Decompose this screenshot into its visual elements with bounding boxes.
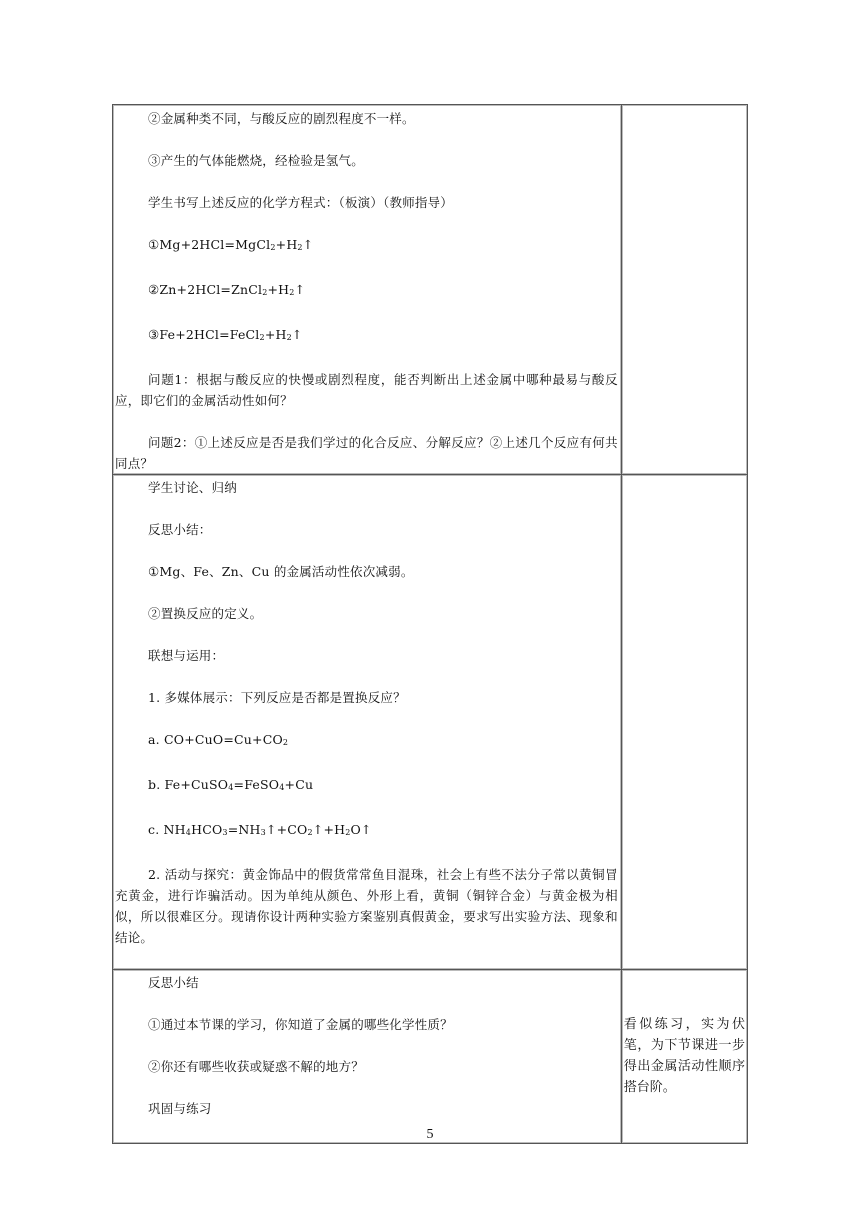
side-cell <box>621 105 747 475</box>
reflection-question: ②你还有哪些收获或疑惑不解的地方？ <box>148 1059 364 1074</box>
table-row <box>113 475 748 970</box>
page-number: 5 <box>426 1127 434 1142</box>
media-question: 1. 多媒体展示：下列反应是否都是置换反应？ <box>148 690 406 705</box>
reflection-heading: 反思小结 <box>148 975 199 990</box>
main-cell <box>113 105 622 475</box>
table-row <box>113 105 748 475</box>
practice-heading: 巩固与练习 <box>148 1101 212 1116</box>
table-row <box>113 970 748 1144</box>
observation-line: ②金属种类不同，与酸反应的剧烈程度不一样。 <box>148 111 415 126</box>
lesson-table <box>112 104 748 1144</box>
observation-line: ③产生的气体能燃烧，经检验是氢气。 <box>148 153 364 168</box>
question-2: 问题2：①上述反应是否是我们学过的化合反应、分解反应？②上述几个反应有何共同点？ <box>115 435 618 471</box>
reaction-c: c. $NH_4HCO_3=NH_3↑+CO_2↑+H_2O↑$ <box>148 822 372 837</box>
reflection-question: ①通过本节课的学习，你知道了金属的哪些化学性质？ <box>148 1017 453 1032</box>
main-cell <box>113 475 622 970</box>
reaction-b: b. Fe+CuSO$_4$=FeSO$_4$+Cu <box>148 777 314 792</box>
summary-heading: 反思小结： <box>148 522 212 537</box>
discussion-line: 学生讨论、归纳 <box>148 480 237 495</box>
reaction-a: a. $CO+CuO=Cu+CO_2$ <box>148 732 289 747</box>
design-note: 看似练习，实为伏笔，为下节课进一步得出金属活动性顺序搭台阶。 <box>623 1017 745 1095</box>
summary-line: ②置换反应的定义。 <box>148 606 263 621</box>
side-cell <box>621 970 747 1144</box>
question-1: 问题1：根据与酸反应的快慢或剧烈程度，能否判断出上述金属中哪种最易与酸反应，即它们的金属活动性如何？ <box>115 372 618 408</box>
activity-paragraph: 2. 活动与探究：黄金饰品中的假货常常鱼目混珠，社会上有些不法分子常以黄铜冒充黄金，进行诈骗活动。因为单纯从颜色、外形上看，黄铜（铜锌合金）与黄金极为相似，所以很难区分。现请你设计两种实验方案鉴别真假黄金，要求写出实验方法、现象和结论。 <box>115 867 618 945</box>
instruction-line: 学生书写上述反应的化学方程式：（板演）（教师指导） <box>148 195 454 210</box>
equation-mg: $①Mg+2HCl=MgCl_2+H_2↑$ <box>148 237 314 252</box>
summary-line: ①Mg、Fe、Zn、Cu 的金属活动性依次减弱。 <box>148 564 414 579</box>
equation-zn: $②Zn+2HCl=ZnCl_2+H_2↑$ <box>148 282 306 297</box>
equation-fe: $③Fe+2HCl=FeCl_2+H_2↑$ <box>148 327 303 342</box>
side-cell <box>621 475 747 970</box>
main-cell <box>113 970 622 1144</box>
application-heading: 联想与运用： <box>148 648 225 663</box>
